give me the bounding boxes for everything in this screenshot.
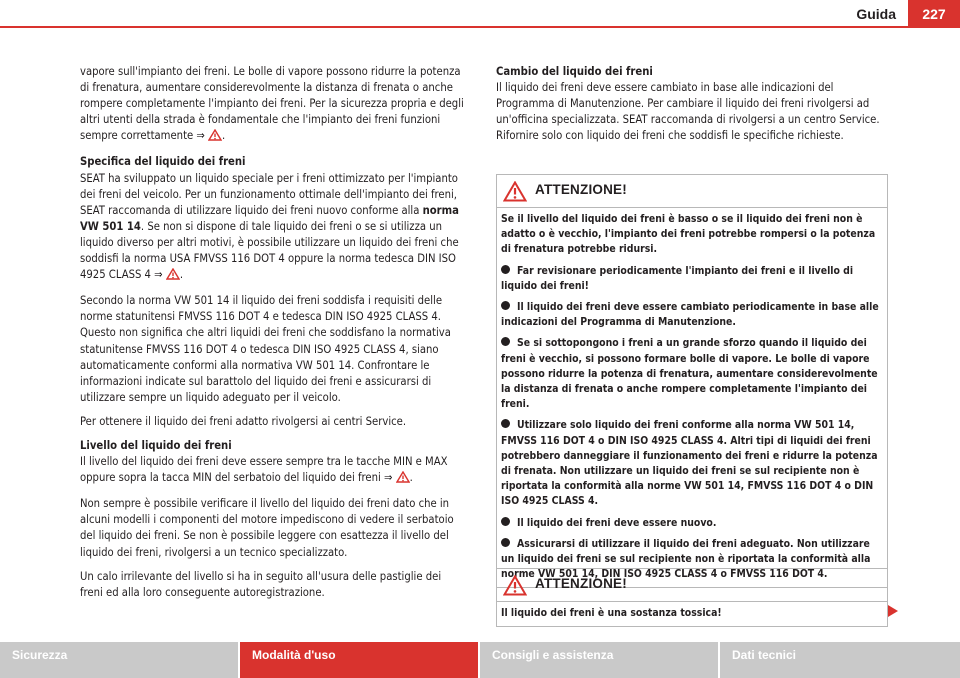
- warning-ref-icon: [208, 129, 222, 146]
- warning-ref-icon: [166, 268, 180, 285]
- warning-triangle-icon: [503, 575, 527, 600]
- warning-bullet: Far revisionare periodicamente l'impianto dei freni e il livello di liquido dei freni!: [501, 264, 854, 292]
- warning-header: [497, 569, 887, 602]
- heading-spec: Specifica del liquido dei freni: [80, 155, 246, 169]
- heading-change: Cambio del liquido dei freni: [496, 65, 653, 78]
- footer-nav: [0, 642, 960, 678]
- warning-intro: Se il livello del liquido dei freni è basso o se il liquido dei freni non è adatto o è vecchio, l'impianto dei freni potrebbe rompersi o la potenza di frenatura potrebbe ridursi.: [501, 213, 876, 256]
- bullet-icon: [501, 301, 510, 310]
- bullet-icon: [501, 419, 510, 428]
- heading-level: Livello del liquido dei freni: [80, 438, 232, 452]
- warning-body: [497, 602, 887, 626]
- bullet-icon: [501, 337, 510, 346]
- paragraph-wear: Un calo irrilevante del livello si ha in seguito all'usura delle pastiglie dei freni ed alla loro conseguente autoregistrazione.: [80, 569, 442, 599]
- footer-tab-consigli[interactable]: Consigli e assistenza: [480, 642, 718, 678]
- right-column: [496, 64, 888, 152]
- warning-box-toxic: [496, 568, 888, 627]
- left-column: [80, 64, 466, 609]
- page-number: 227: [908, 0, 960, 26]
- footer-tab-modalita[interactable]: Modalità d'uso: [240, 642, 478, 678]
- warning-header: [497, 175, 887, 208]
- warning-box-main: [496, 174, 888, 588]
- warning-ref-icon: [396, 471, 410, 488]
- warning-bullet: Utilizzare solo liquido dei freni conforme alla norma VW 501 14, FMVSS 116 DOT 4 o DIN ISO 4925 CLASS 4. Altri tipi di liquidi dei freni potrebbero danneggiare il funzionamento dei freni e ridurre la potenza di frenata. Non utilizzare un liquido dei freni se sul recipiente non è riportata la conformità alla norme VW 501 14, FMVSS 116 DOT 4 o DIN ISO 4925 CLASS 4.: [501, 419, 878, 508]
- header-rule: [0, 26, 960, 28]
- warning-bullet: Il liquido dei freni deve essere nuovo.: [501, 516, 883, 531]
- paragraph-spec: SEAT ha sviluppato un liquido speciale per i freni ottimizzato per l'impianto dei freni del veicolo. Per un funzionamento ottimale dell'impianto dei freni, SEAT raccomanda di utilizzare liquido dei freni nuovo conforme alla norma VW 501 14. Se non si dispone di tale liquido dei freni o se si utilizza un liquido diverso per altri motivi, è possibile utilizzare un liquido dei freni che soddisfi la norma USA FMVSS 116 DOT 4 oppure la norma tedesca DIN ISO 4925 CLASS 4 ⇒ .: [80, 171, 466, 286]
- footer-tab-sicurezza[interactable]: Sicurezza: [0, 642, 238, 678]
- bullet-icon: [501, 538, 510, 547]
- paragraph-level: Il livello del liquido dei freni deve essere sempre tra le tacche MIN e MAX oppure sopra la tacca MIN del serbatoio del liquido dei freni ⇒ .: [80, 454, 466, 488]
- section-title: Guida: [856, 6, 896, 22]
- bullet-icon: [501, 265, 510, 274]
- footer-tab-dati[interactable]: Dati tecnici: [720, 642, 960, 678]
- paragraph-change: Il liquido dei freni deve essere cambiato in base alle indicazioni del Programma di Manutenzione. Per cambiare il liquido dei freni rivolgersi ad un'officina specializzata. SEAT raccomanda di rivolgersi a un centro Service. Rifornire solo con liquido dei freni che soddisfi le specifiche richieste.: [496, 81, 880, 143]
- warning-bullet: Se si sottopongono i freni a un grande sforzo quando il liquido dei freni è vecchio, si possono formare bolle di vapore. Le bolle di vapore possono ridurre la potenza di frenatura, aumentare considerevolmente la distanza di frenata o anche rompere completamente l'impianto dei freni.: [501, 337, 878, 411]
- warning-title: ATTENZIONE!: [535, 182, 627, 197]
- warning-title: ATTENZIONE!: [535, 576, 627, 591]
- paragraph-visibility: Non sempre è possibile verificare il livello del liquido dei freni dato che in alcuni modelli i componenti del motore impediscono di vedere il serbatoio del liquido dei freni. Se non è possibile leggere con esattezza il livello del liquido dei freni, rivolgersi a un tecnico specializzato.: [80, 497, 454, 559]
- warning-bullet: Il liquido dei freni deve essere cambiato periodicamente in base alle indicazioni del Programma di Manutenzione.: [501, 301, 879, 329]
- paragraph-service: Per ottenere il liquido dei freni adatto rivolgersi ai centri Service.: [80, 414, 407, 428]
- paragraph-vw-norm: Secondo la norma VW 501 14 il liquido dei freni soddisfa i requisiti delle norme statunitensi FMVSS 116 DOT 4 e tedesca DIN ISO 4925 CLASS 4. Questo non significa che altri liquidi dei freni che soddisfano la normativa statunitense FMVSS 116 DOT 4 o tedesca DIN ISO 4925 CLASS 4, siano automaticamente conformi alla normativa VW 501 14. Confrontare le informazioni indicate sul barattolo del liquido dei freni e assicurarsi di utilizzare sempre un liquido adeguato per il veicolo.: [80, 294, 451, 404]
- warning-bullet: Assicurarsi di utilizzare il liquido dei freni adeguato. Non utilizzare un liquido dei freni se sul recipiente non è riportata la conformità alla norme VW 501 14, DIN ISO 4925 CLASS 4 o FMVSS 116 DOT 4.: [501, 537, 871, 581]
- paragraph-vapor: vapore sull'impianto dei freni. Le bolle di vapore possono ridurre la potenza di frenatura, aumentare considerevolmente la distanza di frenata o anche rompere completamente l'impianto dei freni. Per la sicurezza propria e degli altri utenti della strada è fondamentale che l'impianto dei freni funzioni sempre correttamente ⇒ .: [80, 64, 466, 146]
- next-page-arrow-icon[interactable]: [887, 603, 899, 622]
- warning-text: Il liquido dei freni è una sostanza tossica!: [501, 607, 722, 619]
- bullet-icon: [501, 517, 510, 526]
- warning-body: [497, 208, 887, 587]
- warning-triangle-icon: [503, 181, 527, 206]
